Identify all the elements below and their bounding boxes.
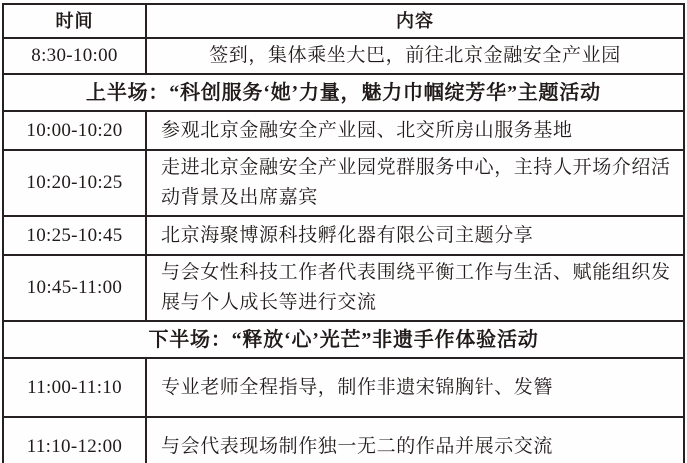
content-cell: 参观北京金融安全产业园、北交所房山服务基地 xyxy=(146,111,684,150)
table-header-row xyxy=(3,4,684,38)
section-header-second-half: 下半场：“释放‘心’光芒”非遗手作体验活动 xyxy=(3,321,684,358)
time-cell: 11:10-12:00 xyxy=(3,417,146,463)
content-cell: 与会女性科技工作者代表围绕平衡工作与生活、赋能组织发展与个人成长等进行交流 xyxy=(146,255,684,321)
section-header-row xyxy=(3,321,684,358)
column-header-content: 内容 xyxy=(146,4,684,38)
table-row xyxy=(3,38,684,74)
content-cell: 专业老师全程指导，制作非遗宋锦胸针、发簪 xyxy=(146,358,684,417)
schedule-table xyxy=(2,3,685,463)
time-cell: 11:00-11:10 xyxy=(3,358,146,417)
time-cell: 10:25-10:45 xyxy=(3,216,146,255)
content-cell: 走进北京金融安全产业园党群服务中心，主持人开场介绍活动背景及出席嘉宾 xyxy=(146,150,684,216)
content-cell: 签到，集体乘坐大巴，前往北京金融安全产业园 xyxy=(146,38,684,74)
time-cell: 10:00-10:20 xyxy=(3,111,146,150)
table-row xyxy=(3,417,684,463)
table-row xyxy=(3,358,684,417)
section-header-first-half: 上半场：“科创服务‘她’力量，魅力巾帼绽芳华”主题活动 xyxy=(3,74,684,111)
time-cell: 8:30-10:00 xyxy=(3,38,146,74)
table-row xyxy=(3,216,684,255)
section-header-row xyxy=(3,74,684,111)
time-cell: 10:20-10:25 xyxy=(3,150,146,216)
column-header-time: 时间 xyxy=(3,4,146,38)
table-row xyxy=(3,111,684,150)
content-cell: 与会代表现场制作独一无二的作品并展示交流 xyxy=(146,417,684,463)
table-row xyxy=(3,255,684,321)
content-cell: 北京海聚博源科技孵化器有限公司主题分享 xyxy=(146,216,684,255)
time-cell: 10:45-11:00 xyxy=(3,255,146,321)
table-row xyxy=(3,150,684,216)
